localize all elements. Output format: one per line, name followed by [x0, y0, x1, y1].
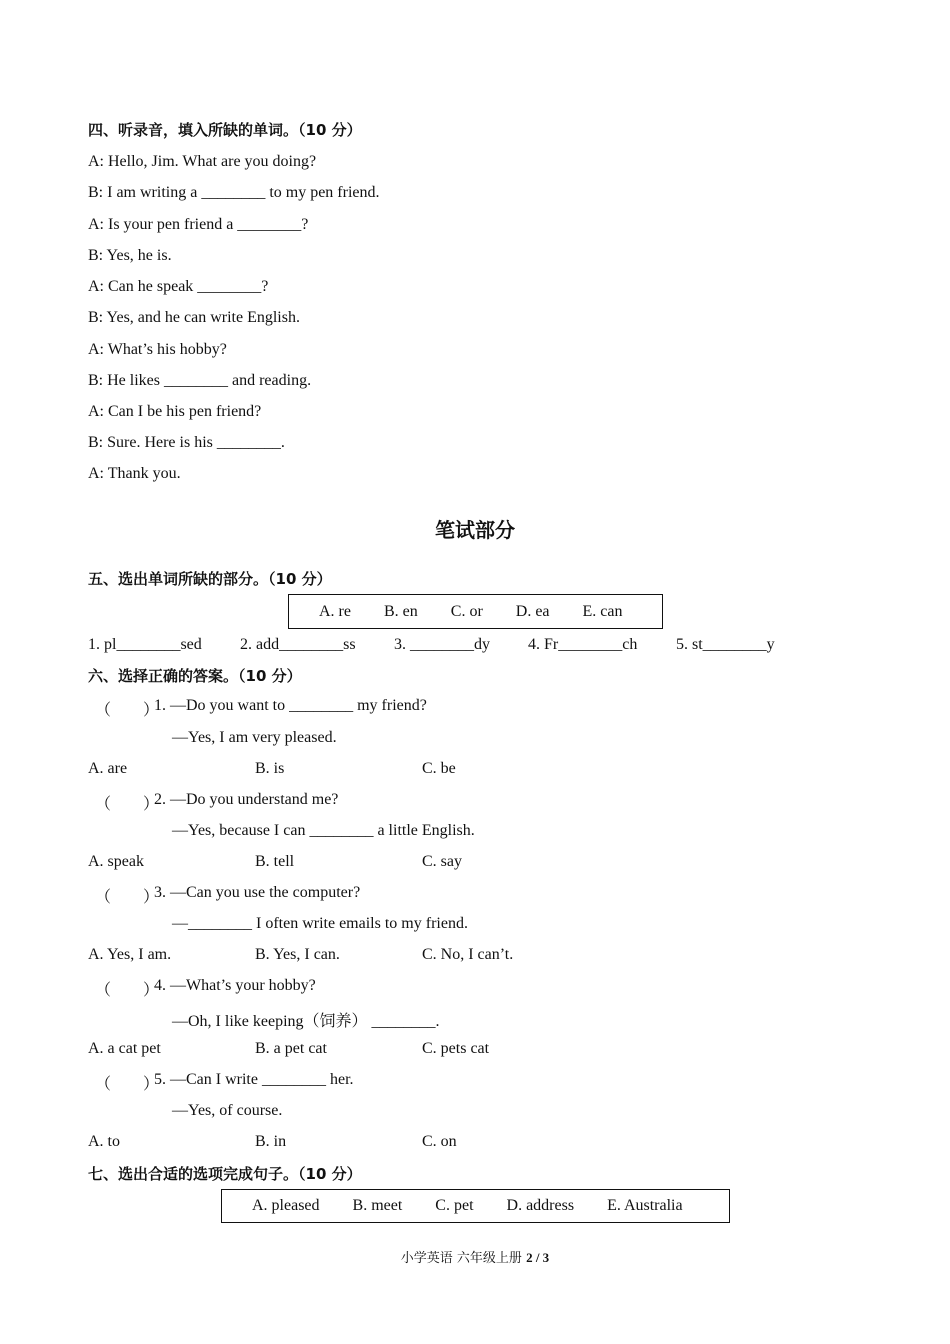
answer-paren: （ ） [95, 796, 160, 813]
question-text: 2. —Do you understand me? [154, 791, 339, 808]
choice: B. tell [255, 853, 295, 870]
choice: B. a pet cat [255, 1040, 327, 1057]
option: A. re [319, 602, 351, 620]
option: B. en [383, 602, 418, 620]
dialogue-line: B: He likes ________ and reading. [88, 372, 312, 389]
page-footer [0, 1247, 950, 1266]
blank-item: 3. ________dy [394, 636, 490, 653]
question-text: 3. —Can you use the computer? [154, 884, 361, 901]
page-number: 2 / 3 [526, 1250, 550, 1265]
option: C. pet [435, 1197, 474, 1214]
answer-paren: （ ） [95, 702, 160, 719]
response-text: —________ I often write emails to my friend. [172, 915, 468, 932]
blank-item: 4. Fr________ch [528, 636, 638, 653]
dialogue-line: B: Yes, and he can write English. [88, 309, 300, 326]
section-5-option-box [288, 594, 663, 629]
dialogue-line: A: Can he speak ________? [88, 278, 269, 295]
question-text: 1. —Do you want to ________ my friend? [154, 697, 427, 714]
choice: A. speak [88, 853, 144, 870]
choice: B. Yes, I can. [255, 946, 340, 963]
blank-item: 1. pl________sed [88, 636, 202, 653]
answer-paren: （ ） [95, 982, 160, 999]
option: E. Australia [607, 1197, 683, 1214]
question-text: 4. —What’s your hobby? [154, 977, 316, 994]
section-7-option-box [221, 1189, 730, 1223]
dialogue-line: A: Is your pen friend a ________? [88, 216, 309, 233]
option: A. pleased [252, 1197, 320, 1214]
choice: C. on [422, 1133, 457, 1150]
section-4-heading: 四、听录音，填入所缺的单词。（10 分） [88, 121, 362, 139]
section-5-heading: 五、选出单词所缺的部分。（10 分） [88, 570, 332, 588]
choice: B. is [255, 760, 285, 777]
answer-paren: （ ） [95, 889, 160, 906]
choice: C. pets cat [422, 1040, 490, 1057]
option: D. address [506, 1197, 575, 1214]
choice: B. in [255, 1133, 287, 1150]
response-text: —Yes, I am very pleased. [172, 729, 337, 746]
question-text: 5. —Can I write ________ her. [154, 1071, 354, 1088]
choice: A. Yes, I am. [88, 946, 172, 963]
section-7-heading: 七、选出合适的选项完成句子。（10 分） [88, 1165, 362, 1183]
section-6-heading: 六、选择正确的答案。（10 分） [88, 667, 302, 685]
blank-item: 5. st________y [676, 636, 775, 653]
dialogue-line: B: Sure. Here is his ________. [88, 434, 285, 451]
footer-text: 小学英语 六年级上册 [400, 1251, 527, 1266]
response-text: —Oh, I like keeping（饲养） ________. [172, 1013, 440, 1030]
response-text: —Yes, of course. [172, 1102, 283, 1119]
option: E. can [582, 602, 623, 620]
dialogue-line: A: What’s his hobby? [88, 341, 227, 358]
choice: A. a cat pet [88, 1040, 161, 1057]
response-text: —Yes, because I can ________ a little English. [172, 822, 475, 839]
option: D. ea [515, 602, 550, 620]
written-section-title: 笔试部分 [435, 518, 515, 542]
option: C. or [450, 602, 483, 620]
dialogue-line: A: Hello, Jim. What are you doing? [88, 153, 317, 170]
answer-paren: （ ） [95, 1076, 160, 1093]
dialogue-line: A: Can I be his pen friend? [88, 403, 262, 420]
choice: C. No, I can’t. [422, 946, 514, 963]
choice: A. to [88, 1133, 120, 1150]
blank-item: 2. add________ss [240, 636, 356, 653]
choice: C. say [422, 853, 462, 870]
dialogue-line: B: I am writing a ________ to my pen friend. [88, 184, 380, 201]
choice: C. be [422, 760, 456, 777]
option: B. meet [352, 1197, 403, 1214]
dialogue-line: A: Thank you. [88, 465, 181, 482]
choice: A. are [88, 760, 128, 777]
dialogue-line: B: Yes, he is. [88, 247, 172, 264]
